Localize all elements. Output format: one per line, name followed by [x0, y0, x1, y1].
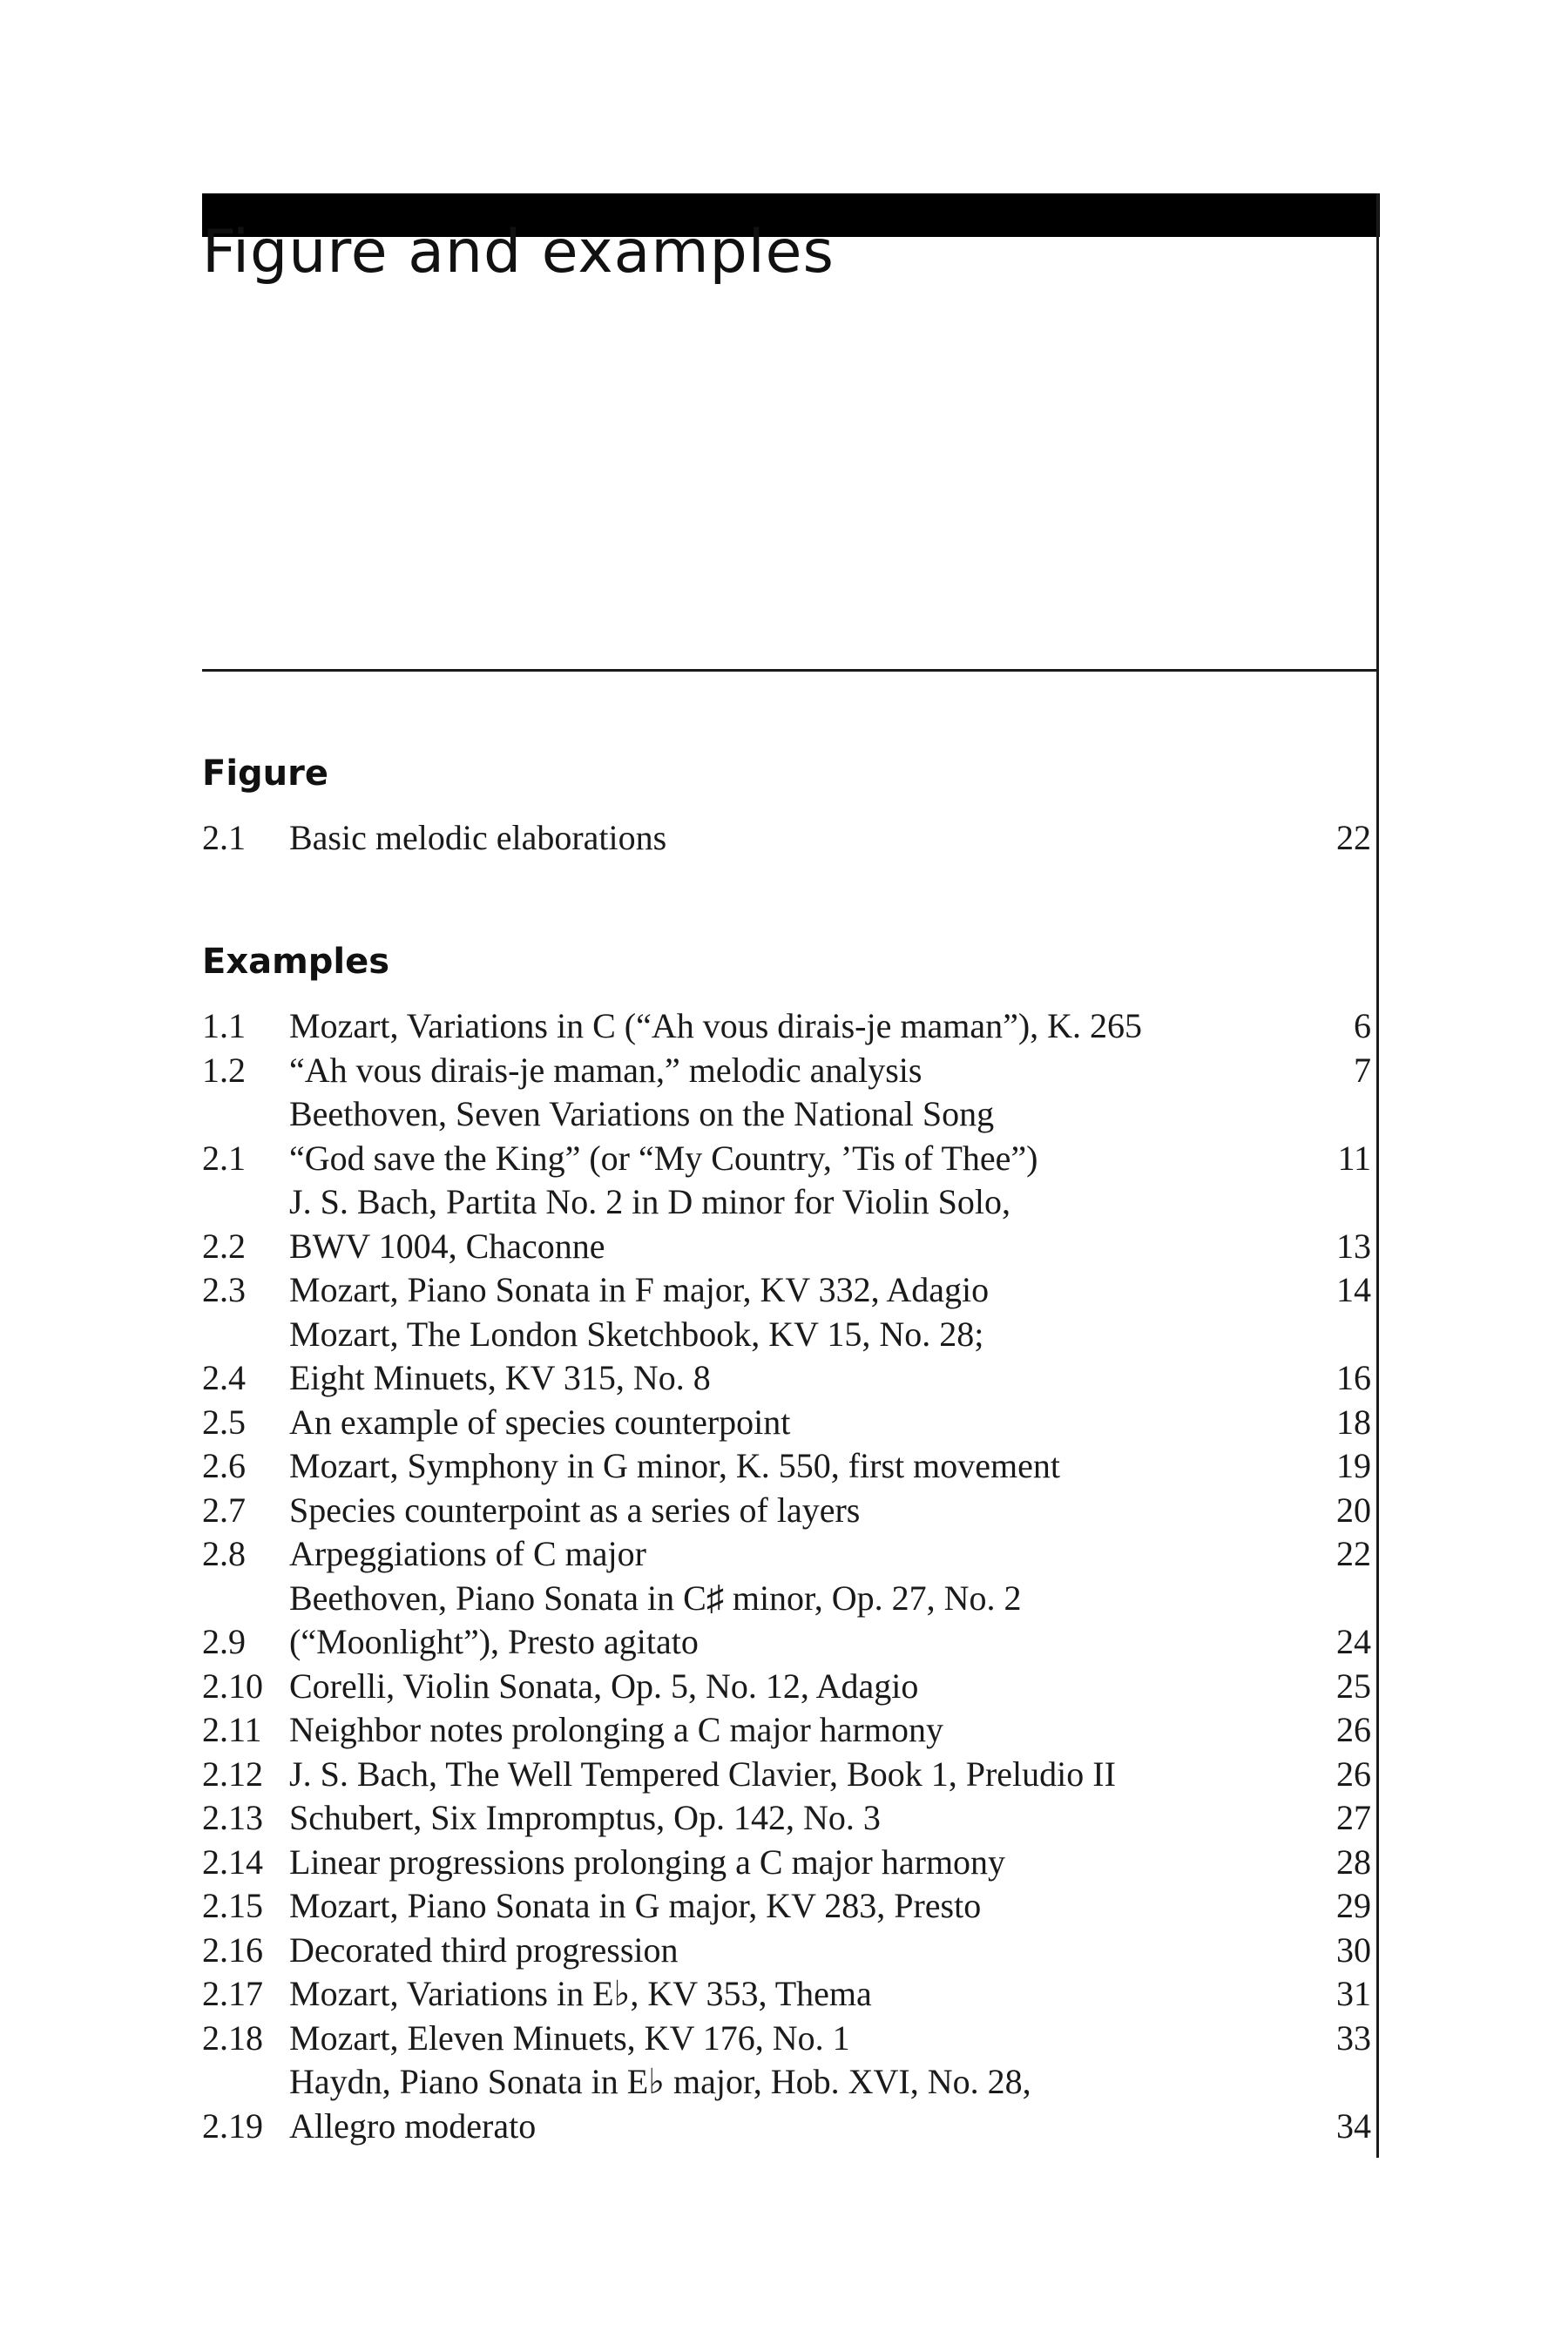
- entry-number: 2.8: [202, 1534, 246, 1573]
- list-item: [202, 1532, 1371, 1577]
- examples-list: [202, 1004, 1371, 2148]
- entry-number: 2.6: [202, 1446, 246, 1485]
- list-item: [202, 1180, 1371, 1268]
- list-item: [202, 1444, 1371, 1489]
- page-number: 22: [1336, 1534, 1371, 1573]
- entry-number: 2.11: [202, 1710, 262, 1749]
- entry-number: 2.1: [202, 818, 246, 857]
- entry-title: [289, 1444, 1319, 1489]
- list-item: [202, 1753, 1371, 1797]
- entry-title: [289, 1929, 1319, 1973]
- entry-title-line: Beethoven, Piano Sonata in C♯ minor, Op. 27, No. 2: [289, 1578, 1022, 1618]
- entry-number: 2.19: [202, 2105, 263, 2146]
- entry-number: 2.12: [202, 1754, 263, 1794]
- page-number: 34: [1336, 2105, 1371, 2146]
- page-number: 16: [1336, 1358, 1371, 1397]
- list-item: [202, 816, 1371, 861]
- figure-heading: Figure: [202, 754, 328, 794]
- entry-title-line: Mozart, The London Sketchbook, KV 15, No. 28;: [289, 1314, 984, 1354]
- page-number: 28: [1336, 1842, 1371, 1882]
- list-item: [202, 1268, 1371, 1313]
- entry-title-line: Mozart, Piano Sonata in G major, KV 283, Presto: [289, 1886, 982, 1925]
- page-number: 22: [1336, 818, 1371, 857]
- entry-title-line: “God save the King” (or “My Country, ’Tis of Thee”): [289, 1138, 1038, 1178]
- page-number: 14: [1336, 1270, 1371, 1309]
- entry-number: 1.2: [202, 1050, 246, 1090]
- entry-title: [289, 1313, 1319, 1401]
- entry-number: 2.17: [202, 1974, 263, 2013]
- page-number: 18: [1336, 1402, 1371, 1442]
- page-number: 7: [1354, 1050, 1371, 1090]
- entry-number: 2.14: [202, 1842, 263, 1882]
- entry-title-line: Linear progressions prolonging a C major harmony: [289, 1842, 1006, 1882]
- entry-title-line: Schubert, Six Impromptus, Op. 142, No. 3: [289, 1798, 881, 1837]
- entry-number: 2.9: [202, 1622, 246, 1661]
- entry-title-line: Beethoven, Seven Variations on the National Song: [289, 1094, 995, 1133]
- entry-title-line: Decorated third progression: [289, 1930, 679, 1970]
- entry-number: 2.10: [202, 1666, 263, 1706]
- list-item: [202, 1092, 1371, 1180]
- entry-title: [289, 1884, 1319, 1929]
- list-item: [202, 1884, 1371, 1929]
- list-item: [202, 1665, 1371, 1709]
- page-number: 25: [1336, 1666, 1371, 1706]
- page-number: 29: [1336, 1886, 1371, 1925]
- entry-number: 2.15: [202, 1886, 263, 1925]
- entry-title: [289, 1092, 1320, 1180]
- entry-title: [289, 1532, 1319, 1577]
- page-number: 31: [1336, 1974, 1371, 2013]
- list-item: [202, 1929, 1371, 1973]
- entry-title-line: Mozart, Eleven Minuets, KV 176, No. 1: [289, 2017, 850, 2058]
- examples-heading: Examples: [202, 942, 390, 982]
- entry-title: [289, 1665, 1319, 1709]
- page-title: Figure and examples: [202, 218, 835, 287]
- page-number: 26: [1336, 1754, 1371, 1794]
- entry-title: [289, 1577, 1319, 1665]
- entry-title: [289, 1972, 1319, 2017]
- entry-title-line: Corelli, Violin Sonata, Op. 5, No. 12, Adagio: [289, 1666, 919, 1706]
- list-item: [202, 1796, 1371, 1841]
- page-number: 26: [1336, 1710, 1371, 1749]
- list-item: [202, 1004, 1371, 1049]
- entry-number: 2.7: [202, 1490, 246, 1530]
- header-divider: [202, 669, 1378, 672]
- entry-title: [289, 1841, 1319, 1885]
- entry-title-line: “Ah vous dirais-je maman,” melodic analysis: [289, 1050, 923, 1090]
- entry-title-line: An example of species counterpoint: [289, 1402, 791, 1442]
- entry-title: [289, 1708, 1319, 1753]
- entry-title-line: Mozart, Variations in C (“Ah vous dirais-je maman”), K. 265: [289, 1006, 1143, 1045]
- list-item: [202, 1313, 1371, 1401]
- entry-title-line: Basic melodic elaborations: [289, 818, 667, 857]
- page-number: 13: [1336, 1226, 1371, 1266]
- entry-title-line: Mozart, Symphony in G minor, K. 550, first movement: [289, 1446, 1060, 1485]
- entry-number: 2.5: [202, 1402, 246, 1442]
- page-number: 30: [1336, 1930, 1371, 1970]
- entry-title: [289, 1004, 1336, 1049]
- list-item: [202, 1489, 1371, 1533]
- entry-number: 2.13: [202, 1798, 263, 1837]
- list-item: [202, 1401, 1371, 1445]
- entry-title-line: Mozart, Piano Sonata in F major, KV 332, Adagio: [289, 1270, 990, 1309]
- page-number: 27: [1336, 1798, 1371, 1837]
- page-number: 33: [1336, 2017, 1371, 2058]
- entry-title-line: Eight Minuets, KV 315, No. 8: [289, 1358, 711, 1397]
- list-item: [202, 2017, 1371, 2061]
- page-number: 6: [1354, 1006, 1371, 1045]
- entry-number: 2.16: [202, 1930, 263, 1970]
- page-number: 19: [1336, 1446, 1371, 1485]
- entry-title-line: J. S. Bach, Partita No. 2 in D minor for Violin Solo,: [289, 1182, 1010, 1221]
- list-item: [202, 1972, 1371, 2017]
- entry-number: 2.1: [202, 1138, 246, 1178]
- list-item: [202, 2060, 1371, 2148]
- list-item: [202, 1049, 1371, 1093]
- entry-title-line: Neighbor notes prolonging a C major harmony: [289, 1710, 943, 1749]
- entry-title: [289, 1049, 1336, 1093]
- entry-title-line: Allegro moderato: [289, 2105, 537, 2146]
- entry-number: 1.1: [202, 1006, 246, 1045]
- entry-title-line: Mozart, Variations in E♭, KV 353, Thema: [289, 1974, 872, 2013]
- page-number: 24: [1336, 1622, 1371, 1661]
- figure-list: [202, 816, 1371, 861]
- entry-number: 2.4: [202, 1358, 246, 1397]
- entry-title: [289, 1753, 1319, 1797]
- entry-number: 2.18: [202, 2017, 263, 2058]
- entry-title-line: BWV 1004, Chaconne: [289, 1226, 605, 1266]
- entry-number: 2.3: [202, 1270, 246, 1309]
- entry-title-line: (“Moonlight”), Presto agitato: [289, 1622, 699, 1661]
- entry-title: [289, 2060, 1319, 2148]
- entry-title: [289, 1180, 1319, 1268]
- list-item: [202, 1577, 1371, 1665]
- page-number: 20: [1336, 1490, 1371, 1530]
- list-item: [202, 1841, 1371, 1885]
- entry-title-line: Arpeggiations of C major: [289, 1534, 646, 1573]
- entry-title: [289, 2017, 1319, 2061]
- entry-title-line: Haydn, Piano Sonata in E♭ major, Hob. XVI, No. 28,: [289, 2062, 1031, 2101]
- right-margin-rule: [1376, 193, 1379, 2158]
- entry-title: [289, 816, 1319, 861]
- page-number: 11: [1337, 1138, 1371, 1178]
- entry-title-line: J. S. Bach, The Well Tempered Clavier, Book 1, Preludio II: [289, 1754, 1116, 1794]
- entry-title: [289, 1401, 1319, 1445]
- entry-title: [289, 1489, 1319, 1533]
- list-item: [202, 1708, 1371, 1753]
- entry-title: [289, 1268, 1319, 1313]
- entry-title-line: Species counterpoint as a series of layers: [289, 1490, 861, 1530]
- entry-number: 2.2: [202, 1226, 246, 1266]
- entry-title: [289, 1796, 1319, 1841]
